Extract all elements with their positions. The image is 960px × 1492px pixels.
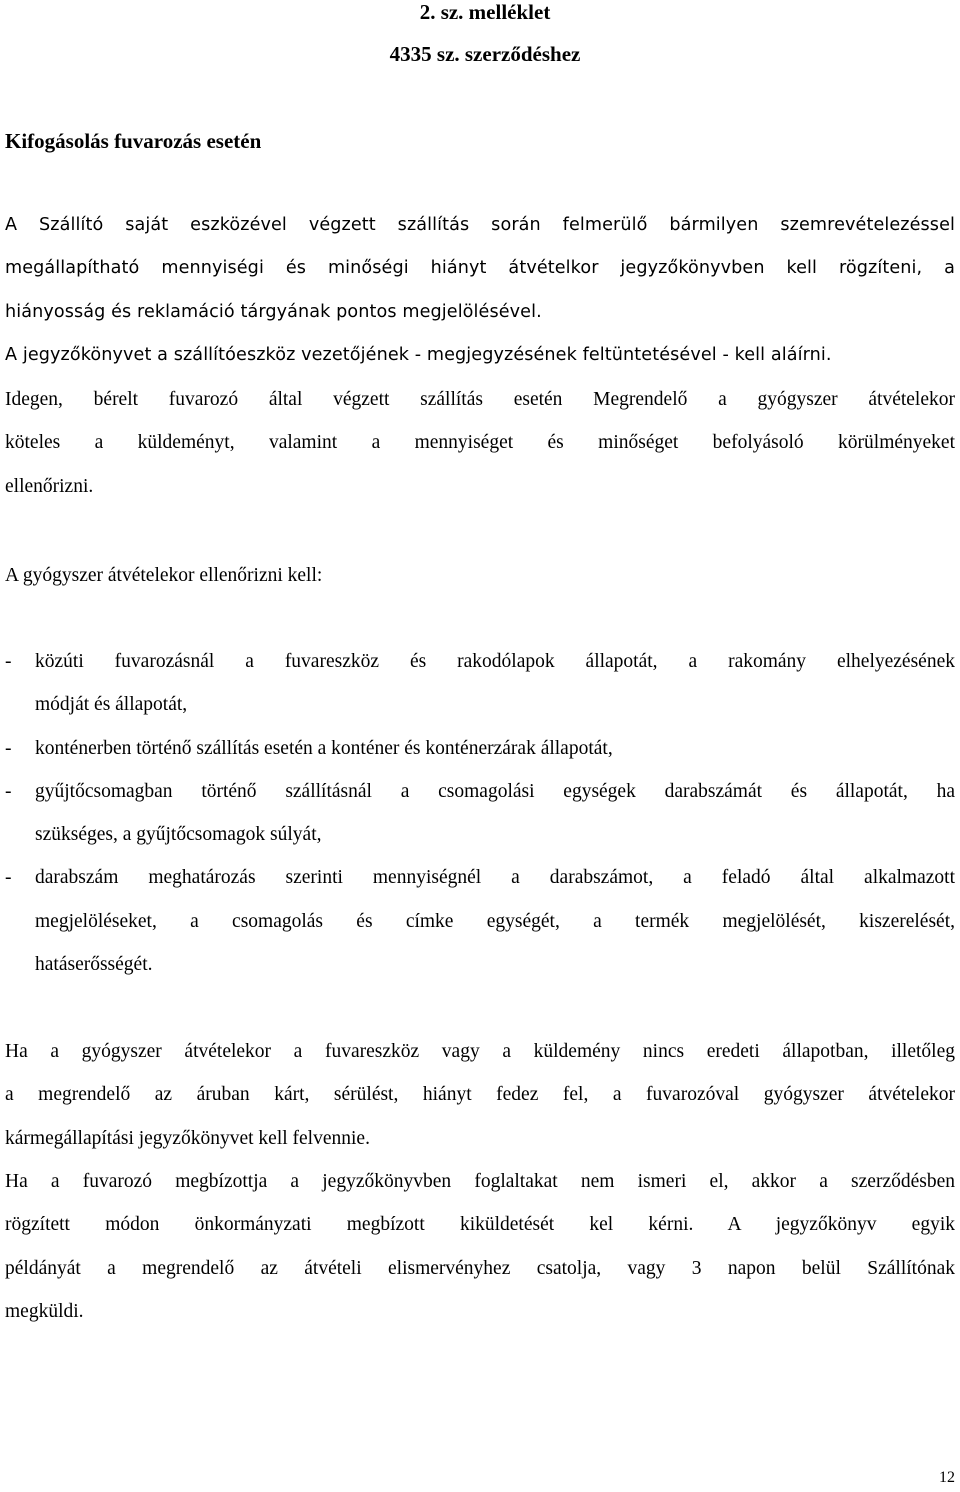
text-line: kármegállapítási jegyzőkönyvet kell felvennie. <box>5 1127 370 1149</box>
text-line: Ha a fuvarozó megbízottja a jegyzőkönyvben foglaltakat nem ismeri el, akkor a szerződésben <box>5 1171 955 1192</box>
text-line: hatáserősségét. <box>35 954 153 976</box>
text-line: rögzített módon önkormányzati megbízott kiküldetését kel kérni. A jegyzőkönyv egyik <box>5 1214 955 1236</box>
text-line: gyűjtőcsomagban történő szállításnál a csomagolási egységek darabszámát és állapotát, ha <box>35 780 955 802</box>
list-item <box>5 856 955 986</box>
list-dash: - <box>5 651 12 672</box>
text-line: hiányosság és reklamáció tárgyának pontos megjelölésével. <box>5 301 542 322</box>
paragraph-damage-report <box>5 1030 955 1160</box>
section-title: Kifogásolás fuvarozás esetén <box>5 129 262 153</box>
annex-label: 2. sz. melléklet <box>419 0 551 24</box>
text-line: ellenőrizni. <box>5 475 94 497</box>
list-item <box>5 727 955 770</box>
text-line: megjelöléseket, a csomagolás és címke egységét, a termék megjelölését, kiszerelését, <box>35 910 955 932</box>
list-dash: - <box>5 867 12 889</box>
text-line: megállapítható mennyiségi és minőségi hiányt átvételkor jegyzőkönyvben kell rögzíteni, a <box>5 258 955 279</box>
paragraph-hired-carrier <box>5 378 955 508</box>
text-line: A jegyzőkönyvet a szállítóeszköz vezetőjének - megjegyzésének feltüntetésével - kell aláírni. <box>5 344 832 365</box>
text-line: módját és állapotát, <box>35 694 188 716</box>
paragraph-dispute <box>5 1160 955 1333</box>
text-line: Idegen, bérelt fuvarozó által végzett szállítás esetén Megrendelő a gyógyszer átvételekor <box>5 389 955 410</box>
page-number: 12 <box>939 1469 955 1486</box>
check-list <box>5 640 955 986</box>
text-line: köteles a küldeményt, valamint a mennyiséget és minőséget befolyásoló körülményeket <box>5 432 955 454</box>
text-line: közúti fuvarozásnál a fuvareszköz és rakodólapok állapotát, a rakomány elhelyezésének <box>35 651 955 672</box>
paragraph-check-intro <box>5 554 955 597</box>
text-line: konténerben történő szállítás esetén a konténer és konténerzárak állapotát, <box>35 737 613 759</box>
text-line: a megrendelő az áruban kárt, sérülést, hiányt fedez fel, a fuvarozóval gyógyszer átvételekor <box>5 1084 955 1106</box>
contract-reference: 4335 sz. szerződéshez <box>389 42 581 66</box>
text-line: szükséges, a gyűjtőcsomagok súlyát, <box>35 824 322 846</box>
text-line: Ha a gyógyszer átvételekor a fuvareszköz vagy a küldemény nincs eredeti állapotban, illetőleg <box>5 1041 955 1062</box>
list-item <box>5 640 955 727</box>
text-line: darabszám meghatározás szerinti mennyiségnél a darabszámot, a feladó által alkalmazott <box>35 867 955 889</box>
text-line: A Szállító saját eszközével végzett szállítás során felmerülő bármilyen szemrevételezéssel <box>5 215 955 235</box>
list-item <box>5 770 955 857</box>
list-dash: - <box>5 780 12 802</box>
text-line: példányát a megrendelő az átvételi elismervényhez csatolja, vagy 3 napon belül Szállítónak <box>5 1257 955 1279</box>
paragraph-own-transport <box>5 204 955 377</box>
list-dash: - <box>5 737 12 759</box>
text-line: megküldi. <box>5 1300 84 1322</box>
text-line: A gyógyszer átvételekor ellenőrizni kell: <box>5 565 323 586</box>
